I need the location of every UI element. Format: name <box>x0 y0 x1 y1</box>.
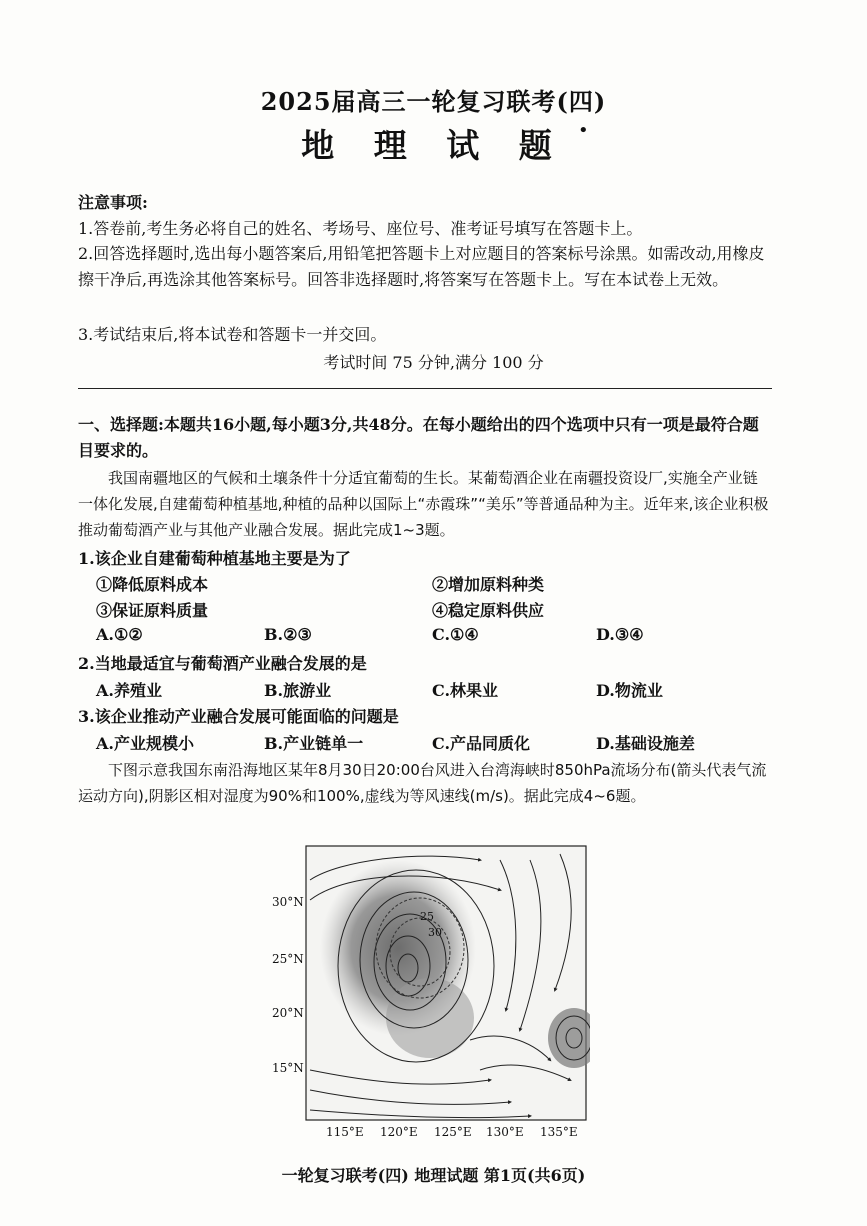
page-footer: 一轮复习联考(四) 地理试题 第1页(共6页) <box>281 1166 586 1185</box>
lon-label-115: 115°E <box>326 1125 364 1139</box>
statement-2: ②增加原料种类 <box>432 575 545 594</box>
option-c: C.产品同质化 <box>432 734 531 753</box>
option-b: B.②③ <box>264 625 312 644</box>
option-a: A.产业规模小 <box>96 734 194 753</box>
question-2-stem: 2.当地最适宜与葡萄酒产业融合发展的是 <box>78 654 367 673</box>
option-d: D.物流业 <box>596 681 663 700</box>
lat-label-30: 30°N <box>272 895 304 909</box>
statement-1: ①降低原料成本 <box>96 575 209 594</box>
divider <box>78 388 772 389</box>
isotach-label-30: 30 <box>428 926 442 939</box>
isotach-label-25: 25 <box>420 910 434 923</box>
humidity-shade-south <box>386 978 474 1058</box>
exam-title: 2025届高三一轮复习联考(四) <box>260 87 607 116</box>
statement-3: ③保证原料质量 <box>96 601 209 620</box>
statement-4: ④稳定原料供应 <box>432 601 545 620</box>
passage-2: 下图示意我国东南沿海地区某年8月30日20:00台风进入台湾海峡时850hPa流场分布(箭头代表气流运动方向),阴影区相对湿度为90%和100%,虚线为等风速线(m/s)。据此完成4~6题。 <box>78 761 767 805</box>
notice-item-1: 1.答卷前,考生务必将自己的姓名、考场号、座位号、准考证号填写在答题卡上。 <box>78 219 643 238</box>
option-d: D.基础设施差 <box>596 734 695 753</box>
lon-label-135: 135°E <box>540 1125 578 1139</box>
option-a: A.养殖业 <box>96 681 162 700</box>
lon-label-125: 125°E <box>434 1125 472 1139</box>
lat-label-15: 15°N <box>272 1061 304 1075</box>
option-a: A.①② <box>96 625 143 644</box>
exam-time: 考试时间 75 分钟,满分 100 分 <box>323 353 544 372</box>
notice-item-2: 2.回答选择题时,选出每小题答案后,用铅笔把答题卡上对应题目的答案标号涂黑。如需改动,用橡皮擦干净后,再选涂其他答案标号。回答非选择题时,将答案写在答题卡上。写在本试卷上无效。 <box>78 244 765 289</box>
question-1-options <box>96 625 772 651</box>
lon-label-130: 130°E <box>486 1125 524 1139</box>
lat-label-20: 20°N <box>272 1006 304 1020</box>
passage-1: 我国南疆地区的气候和土壤条件十分适宜葡萄的生长。某葡萄酒企业在南疆投资设厂,实施全产业链一体化发展,自建葡萄种植基地,种植的品种以国际上“赤霞珠”“美乐”等普通品种为主。近年来,该企业积极推动葡萄酒产业与其他产业融合发展。据此完成1~3题。 <box>78 469 769 539</box>
question-1-stem: 1.该企业自建葡萄种植基地主要是为了 <box>78 549 351 568</box>
question-2-options <box>96 678 772 704</box>
question-1-statements-b <box>96 598 772 624</box>
flow-field-map <box>270 840 590 1140</box>
question-1-statements-a <box>96 572 772 598</box>
option-b: B.旅游业 <box>264 681 332 700</box>
question-3-options <box>96 731 772 757</box>
option-d: D.③④ <box>596 625 644 644</box>
lat-label-25: 25°N <box>272 952 304 966</box>
option-c: C.①④ <box>432 625 479 644</box>
option-c: C.林果业 <box>432 681 499 700</box>
section-heading: 一、选择题:本题共16小题,每小题3分,共48分。在每小题给出的四个选项中只有一项是最符合题目要求的。 <box>78 415 759 460</box>
question-3-stem: 3.该企业推动产业融合发展可能面临的问题是 <box>78 707 399 726</box>
subject-title: 地 理 试 题 <box>301 126 566 165</box>
notice-item-3: 3.考试结束后,将本试卷和答题卡一并交回。 <box>78 325 387 344</box>
lon-label-120: 120°E <box>380 1125 418 1139</box>
stray-dot: • <box>578 120 589 141</box>
notice-heading: 注意事项: <box>78 193 148 212</box>
option-b: B.产业链单一 <box>264 734 364 753</box>
